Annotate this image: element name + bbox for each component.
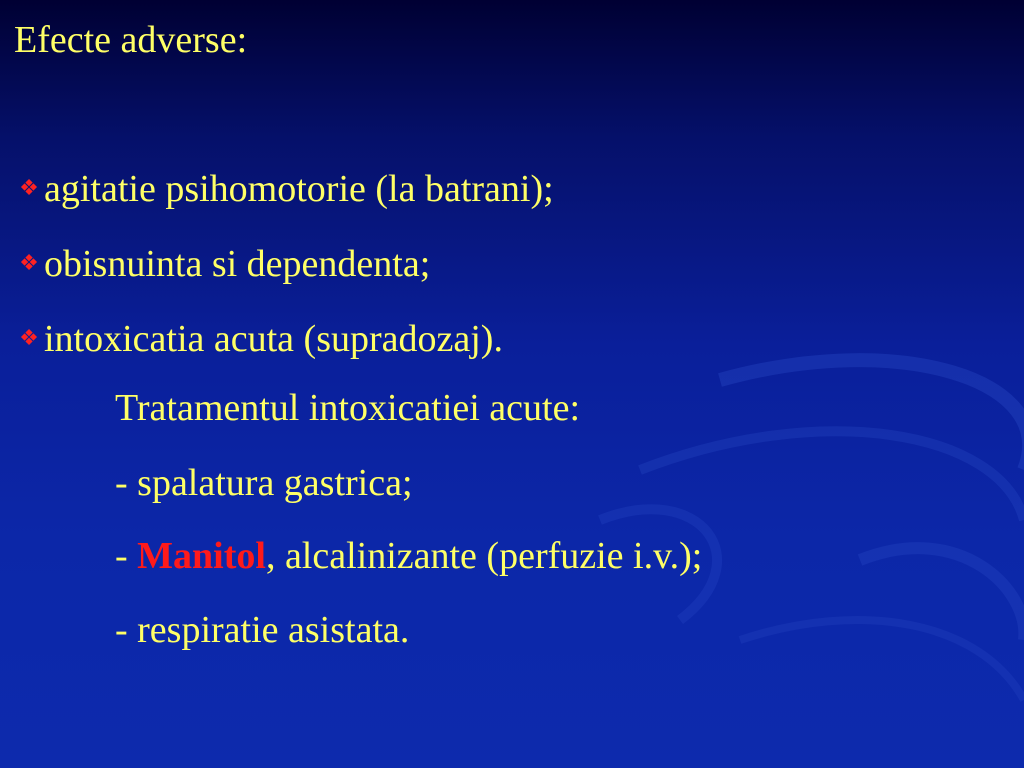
diamond-quad-icon: ❖: [19, 175, 39, 200]
treatment-item-2-rest: , alcalinizante (perfuzie i.v.);: [265, 535, 703, 577]
diamond-quad-icon: ❖: [19, 250, 39, 275]
bullet-text-2: obisnuinta si dependenta;: [44, 243, 431, 285]
bullet-item-3: [14, 316, 503, 361]
diamond-quad-icon: ❖: [19, 325, 39, 350]
bullet-text-1: agitatie psihomotorie (la batrani);: [44, 168, 554, 210]
bullet-item-2: [14, 241, 430, 286]
treatment-item-1: - spalatura gastrica;: [115, 462, 413, 504]
treatment-heading: Tratamentul intoxicatiei acute:: [115, 387, 581, 429]
manitol-highlight: Manitol: [137, 535, 266, 577]
bullet-item-1: [14, 166, 554, 211]
treatment-item-3: - respiratie asistata.: [115, 609, 410, 651]
treatment-item-2: [115, 534, 702, 578]
treatment-item-2-prefix: -: [115, 535, 138, 577]
bullet-text-3: intoxicatia acuta (supradozaj).: [44, 318, 503, 360]
slide-title: Efecte adverse:: [14, 19, 248, 61]
